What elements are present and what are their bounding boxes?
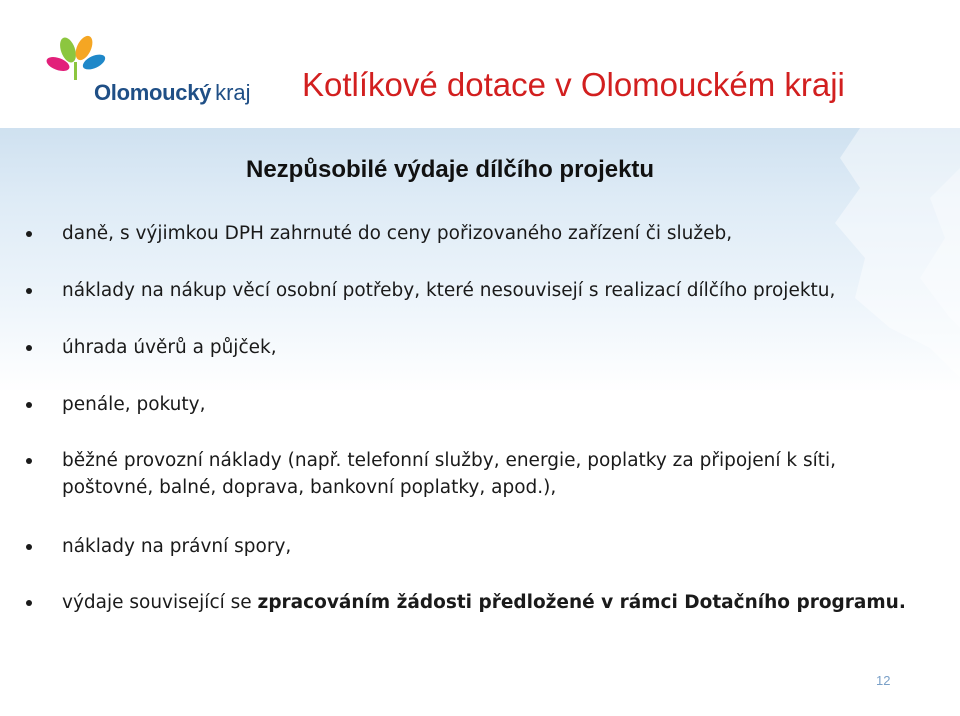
list-item	[26, 391, 906, 418]
list-item-text: penále, pokuty,	[62, 394, 206, 415]
list-item-text: náklady na právní spory,	[62, 536, 292, 557]
list-item-text: úhrada úvěrů a půjček,	[62, 337, 277, 358]
slide-title: Kotlíkové dotace v Olomouckém kraji	[302, 66, 845, 103]
bullet-icon	[26, 458, 32, 464]
bullet-icon	[26, 402, 32, 408]
logo-wordmark: Olomoucký	[94, 80, 212, 105]
list-item-text-line1: běžné provozní náklady (např. telefonní služby, energie, poplatky za připojení k síti,	[62, 450, 837, 471]
list-item	[26, 533, 906, 560]
list-item-text-bold: zpracováním žádosti předložené v rámci Dotačního programu.	[257, 592, 906, 613]
list-item	[26, 447, 906, 501]
list-item-text-plain: výdaje související se	[62, 592, 258, 613]
bullet-icon	[26, 600, 32, 606]
list-item-text	[62, 589, 906, 616]
list-item-text-line2: poštovné, balné, doprava, bankovní poplatky, apod.),	[62, 477, 557, 498]
list-item	[26, 334, 906, 361]
bullet-icon	[26, 345, 32, 351]
list-item-text: náklady na nákup věcí osobní potřeby, které nesouvisejí s realizací dílčího projektu,	[62, 280, 836, 301]
list-item	[26, 277, 906, 304]
section-subtitle: Nezpůsobilé výdaje dílčího projektu	[246, 156, 655, 183]
slide-header	[0, 0, 960, 128]
page-number: 12	[876, 673, 891, 688]
bullet-icon	[26, 544, 32, 550]
list-item	[26, 220, 906, 247]
list-item	[26, 589, 906, 616]
bullet-icon	[26, 288, 32, 294]
list-item-text: daně, s výjimkou DPH zahrnuté do ceny pořizovaného zařízení či služeb,	[62, 223, 733, 244]
bullet-icon	[26, 231, 32, 237]
content-area	[0, 128, 960, 716]
logo-subword: kraj	[215, 80, 251, 105]
olomoucky-kraj-logo	[38, 34, 268, 114]
